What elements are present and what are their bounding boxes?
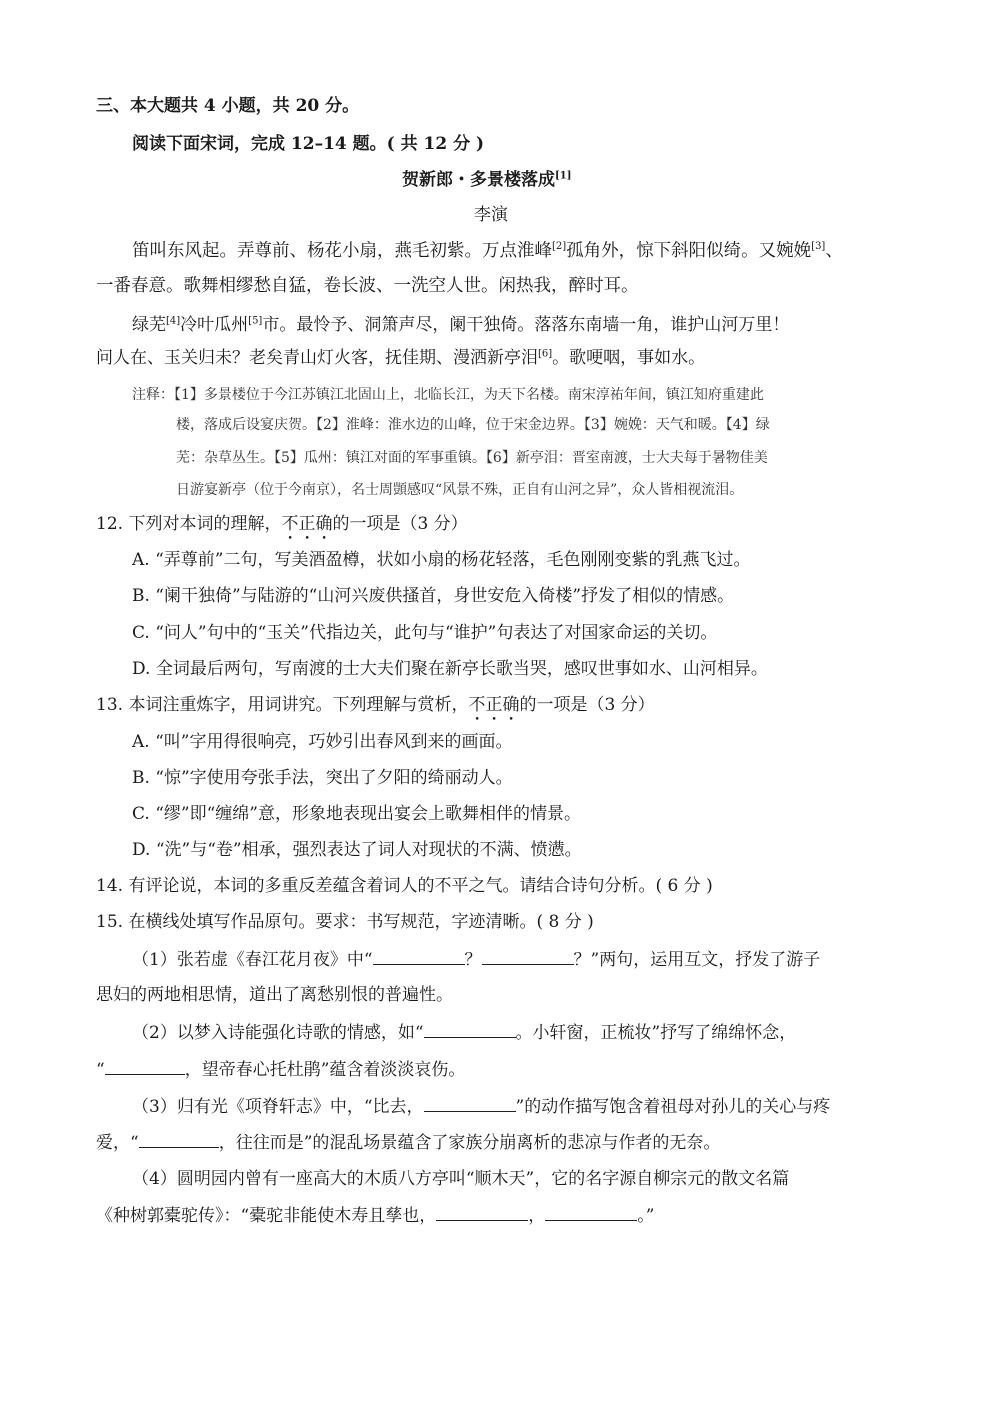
poem-note-ref: [4]: [166, 315, 181, 327]
answer-blank[interactable]: [139, 1130, 219, 1148]
q15-part1-cont: 思妇的两地相思情，道出了离愁别恨的普遍性。: [96, 985, 453, 1005]
q15-part3: [132, 1094, 830, 1119]
stem-text: 13. 本词注重炼字，用词讲究。下列理解与赏析，: [96, 695, 469, 715]
part-text: “: [96, 1060, 105, 1080]
poem-line-text: 、: [825, 241, 843, 261]
q15-part1: [132, 947, 820, 972]
part-text: （2）以梦入诗能强化诗歌的情感，如“: [132, 1023, 424, 1043]
part-text: ，: [528, 1206, 546, 1226]
q15-part2: [132, 1020, 796, 1045]
q13-option-b: B. “惊”字使用夸张手法，突出了夕阳的绮丽动人。: [132, 768, 513, 788]
q12-option-c: C. “问人”句中的“玉关”代指边关，此句与“谁护”句表达了对国家命运的关切。: [132, 623, 718, 643]
poem-line-2: 一番春意。歌舞相缪愁自猛，卷长波、一洗空人世。闲热我，醉时耳。: [96, 276, 639, 296]
part-text: 。小轩窗，正梳妆”抒写了绵绵怀念，: [515, 1023, 797, 1043]
poem-line-text: 孤角外，惊下斜阳似绮。又婉娩: [566, 241, 812, 261]
poem-line-text: 市。最怜予、洞箫声尽，阑干独倚。落落东南墙一角，谁护山河万里！: [262, 315, 790, 335]
poem-line-text: 问人在、玉关归未？老矣青山灯火客，抚佳期、漫洒新亭泪: [96, 348, 538, 368]
part-text: 《种树郭橐驼传》：“橐驼非能使木寿且孳也，: [96, 1206, 437, 1226]
poem-line-3: [132, 313, 789, 337]
poem-title-note: [1]: [555, 170, 572, 182]
poem-line-4: [96, 346, 705, 370]
part-text: 爱，“: [96, 1133, 139, 1153]
stem-emphasis: 不正确: [281, 514, 333, 534]
note-line: 日游宴新亭（位于今南京），名士周顗感叹“风景不殊，正自有山河之异”，众人皆相视流泪。: [176, 482, 744, 498]
q13-option-a: A. “叫”字用得很响亮，巧妙引出春风到来的画面。: [132, 732, 513, 752]
q12-stem: [96, 512, 468, 544]
q15-part4: （4）圆明园内曾有一座高大的木质八方亭叫“顺木天”，它的名字源自柳宗元的散文名篇: [132, 1169, 790, 1189]
q15-part4-cont: [96, 1203, 654, 1228]
poem-note-ref: [5]: [248, 315, 263, 327]
part-text: 。”: [637, 1206, 655, 1226]
q13-option-d: D. “洗”与“卷”相承，强烈表达了词人对现状的不满、愤懑。: [132, 840, 582, 860]
answer-blank[interactable]: [436, 1203, 528, 1221]
poem-note-ref: [2]: [552, 241, 567, 253]
answer-blank[interactable]: [545, 1203, 637, 1221]
q12-option-b: B. “阑干独倚”与陆游的“山河兴废供搔首，身世安危入倚楼”抒发了相似的情感。: [132, 586, 735, 606]
poem-title-text: 贺新郎・多景楼落成: [402, 170, 555, 190]
q15-part2-cont: [96, 1057, 465, 1082]
stem-text: 的一项是（3 分）: [332, 514, 468, 534]
answer-blank[interactable]: [424, 1094, 516, 1112]
answer-blank[interactable]: [482, 947, 574, 965]
part-text: ？: [464, 950, 482, 970]
q13-stem: [96, 693, 655, 725]
stem-text: 12. 下列对本词的理解，: [96, 514, 282, 534]
part-text: ”的动作描写饱含着祖母对孙儿的关心与疼: [515, 1097, 831, 1117]
poem-line-text: 笛叫东风起。弄尊前、杨花小扇，燕毛初紫。万点淮峰: [132, 241, 552, 261]
section-title: 三、本大题共 4 小题，共 20 分。: [96, 96, 360, 116]
poem-title: [402, 168, 571, 192]
part-text: ，往往而是”的混乱场景蕴含了家族分崩离析的悲凉与作者的无奈。: [218, 1133, 721, 1153]
q15-stem: 15. 在横线处填写作品原句。要求：书写规范，字迹清晰。( 8 分 ): [96, 912, 594, 932]
part-text: （3）归有光《项脊轩志》中，“比去，: [132, 1097, 424, 1117]
poem-note-ref: [6]: [538, 348, 553, 360]
poem-line-1: [132, 239, 843, 263]
stem-text: 的一项是（3 分）: [519, 695, 655, 715]
answer-blank[interactable]: [105, 1057, 185, 1075]
answer-blank[interactable]: [424, 1020, 516, 1038]
poem-line-text: 绿芜: [132, 315, 166, 335]
part-text: ？”两句，运用互文，抒发了游子: [573, 950, 821, 970]
q12-option-d: D. 全词最后两句，写南渡的士大夫们聚在新亭长歌当哭，感叹世事如水、山河相异。: [132, 659, 768, 679]
q12-option-a: A. “弄尊前”二句，写美酒盈樽，状如小扇的杨花轻落，毛色刚刚变紫的乳燕飞过。: [132, 550, 751, 570]
poem-line-text: 冷叶瓜州: [180, 315, 249, 335]
part-text: （1）张若虚《春江花月夜》中“: [132, 950, 373, 970]
note-line: 芜：杂草丛生。【5】瓜州：镇江对面的军事重镇。【6】新亭泪：晋室南渡，士大夫每于暑物佳美: [176, 450, 768, 466]
poem-note-ref: [3]: [811, 241, 826, 253]
note-line: 楼，落成后设宴庆贺。【2】淮峰：淮水边的山峰，位于宋金边界。【3】婉娩：天气和暖。【4】绿: [176, 417, 770, 433]
poem-line-text: 。歌哽咽，事如水。: [552, 348, 706, 368]
answer-blank[interactable]: [373, 947, 465, 965]
part-text: ，望帝春心托杜鹃”蕴含着淡淡哀伤。: [184, 1060, 466, 1080]
q15-part3-cont: [96, 1130, 720, 1155]
note-line: 注释：【1】多景楼位于今江苏镇江北固山上，北临长江，为天下名楼。南宋淳祐年间，镇江知府重建此: [132, 387, 764, 403]
poem-author: 李演: [474, 205, 508, 225]
section-instruction: 阅读下面宋词，完成 12–14 题。( 共 12 分 ): [132, 134, 485, 154]
stem-emphasis: 不正确: [468, 695, 520, 715]
q14-stem: 14. 有评论说，本词的多重反差蕴含着词人的不平之气。请结合诗句分析。( 6 分 ): [96, 876, 713, 896]
q13-option-c: C. “缪”即“缠绵”意，形象地表现出宴会上歌舞相伴的情景。: [132, 804, 581, 824]
